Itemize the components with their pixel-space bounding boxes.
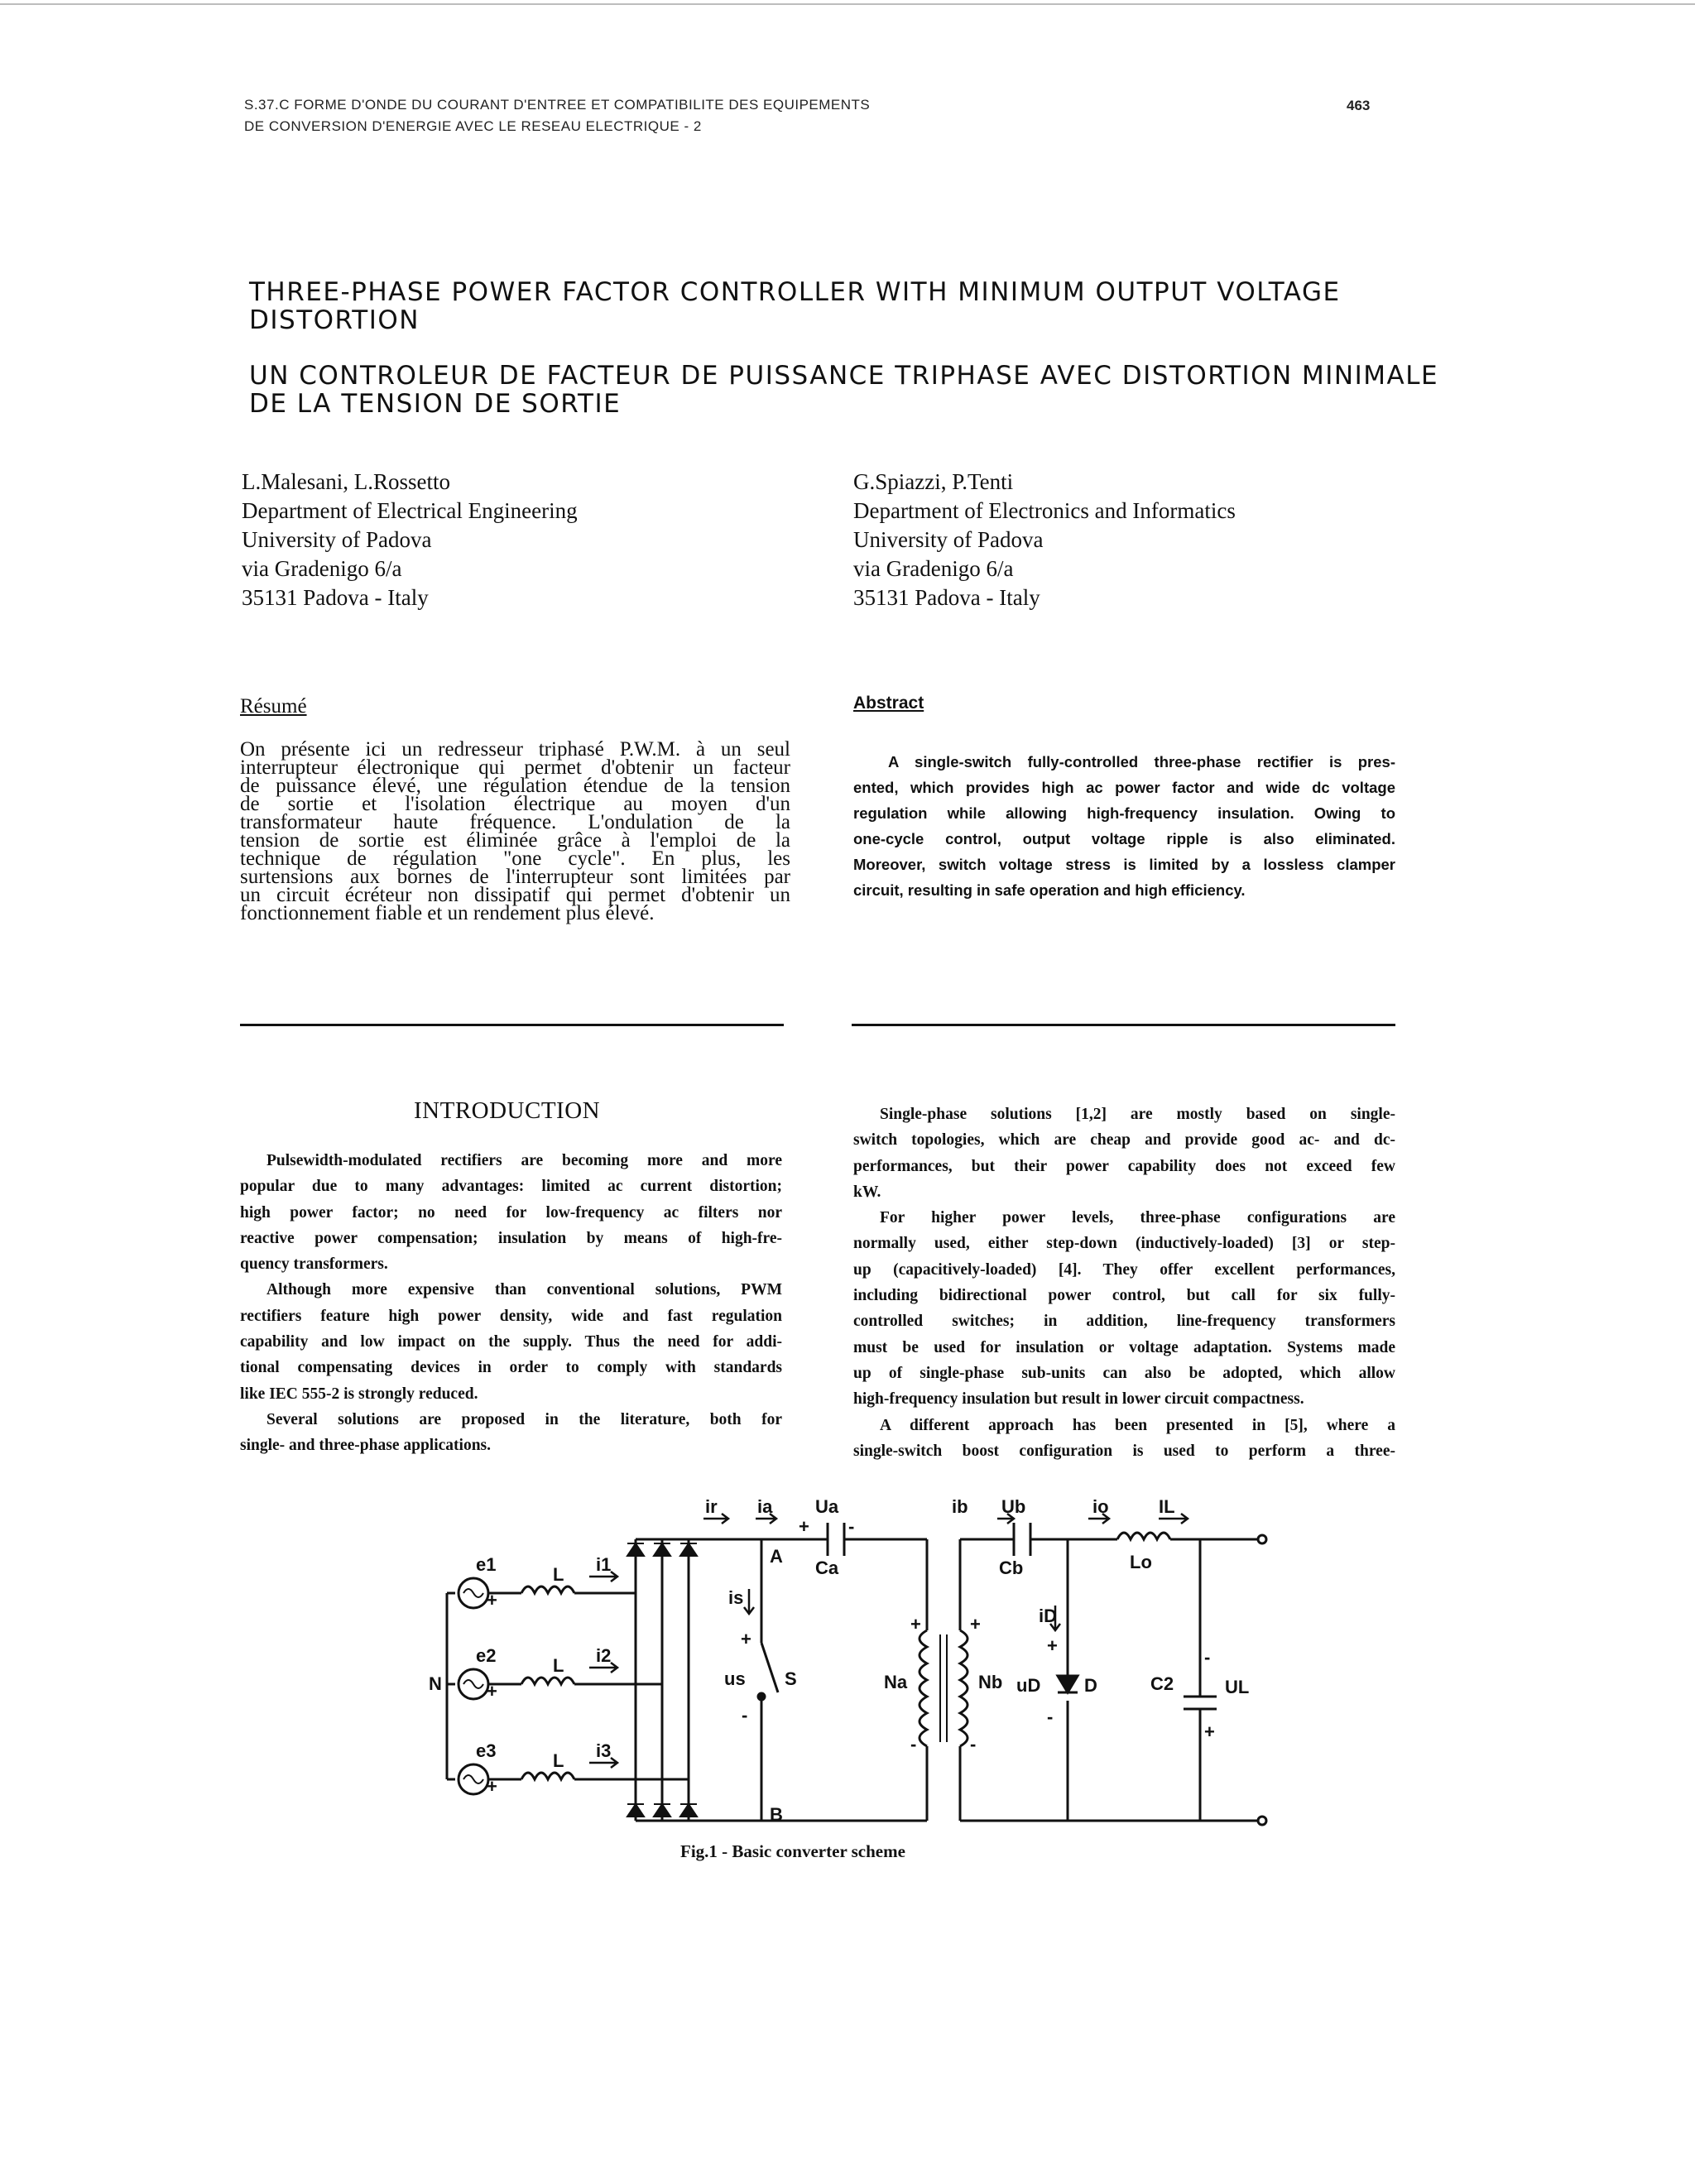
id-label: iD bbox=[1039, 1606, 1057, 1626]
ua-label: Ua bbox=[815, 1496, 839, 1517]
e3-label: e3 bbox=[476, 1740, 497, 1761]
ca-label: Ca bbox=[815, 1558, 839, 1578]
na-label: Na bbox=[884, 1672, 908, 1692]
introduction-heading: INTRODUCTION bbox=[414, 1097, 601, 1124]
author-street: via Gradenigo 6/a bbox=[242, 556, 402, 581]
body-line: like IEC 555-2 is strongly reduced. bbox=[240, 1385, 478, 1403]
resume-line: transformateur haute fréquence. L'ondulation de la bbox=[240, 811, 790, 833]
resume-line: de puissance élevé, une régulation étendue de la tension bbox=[240, 775, 790, 797]
minus-label: - bbox=[742, 1705, 748, 1726]
author-names: G.Spiazzi, P.Tenti bbox=[853, 469, 1014, 494]
ib-label: ib bbox=[952, 1496, 968, 1517]
section-divider-right bbox=[852, 1024, 1395, 1026]
abstract-heading: Abstract bbox=[853, 694, 924, 713]
body-line: normally used, either step-down (inductively-loaded) [3] or step- bbox=[853, 1235, 1395, 1253]
author-names: L.Malesani, L.Rossetto bbox=[242, 469, 450, 494]
resume-line: On présente ici un redresseur triphasé P.W.M. à un seul bbox=[240, 738, 790, 761]
body-line: tional compensating devices in order to comply with standards bbox=[240, 1359, 782, 1377]
abstract-line: A single-switch fully-controlled three-phase rectifier is pres- bbox=[888, 753, 1395, 770]
introduction-right-column bbox=[853, 1102, 1395, 1464]
body-line: up (capacitively-loaded) [4]. They offer excellent performances, bbox=[853, 1260, 1395, 1279]
converter-schematic bbox=[430, 1498, 1266, 1829]
running-head-line-2: DE CONVERSION D'ENERGIE AVEC LE RESEAU ELECTRIQUE - 2 bbox=[244, 118, 702, 134]
inductor-l2-label: L bbox=[553, 1655, 564, 1676]
body-line: performances, but their power capability does not exceed few bbox=[853, 1157, 1395, 1175]
ul-label: UL bbox=[1225, 1677, 1250, 1697]
body-line: Although more expensive than conventional solutions, PWM bbox=[266, 1281, 782, 1299]
author-block-right bbox=[853, 468, 1236, 612]
lo-label: Lo bbox=[1130, 1552, 1152, 1572]
us-label: us bbox=[724, 1668, 746, 1689]
resume-text bbox=[240, 738, 790, 924]
minus-label: - bbox=[848, 1516, 855, 1537]
current-arrows bbox=[589, 1514, 1188, 1768]
author-city: 35131 Padova - Italy bbox=[853, 585, 1040, 610]
body-line: kW. bbox=[853, 1183, 881, 1201]
body-line: high-frequency insulation but result in lower circuit compactness. bbox=[853, 1390, 1304, 1409]
body-line: reactive power compensation; insulation by means of high-fre- bbox=[240, 1229, 782, 1247]
author-street: via Gradenigo 6/a bbox=[853, 556, 1014, 581]
plus-label: + bbox=[910, 1614, 921, 1634]
french-title-line-2: DE LA TENSION DE SORTIE bbox=[249, 389, 622, 419]
abstract-text bbox=[853, 749, 1395, 903]
section-divider-left bbox=[240, 1024, 784, 1026]
body-line: Single-phase solutions [1,2] are mostly based on single- bbox=[880, 1106, 1395, 1123]
node-a-label: A bbox=[770, 1546, 783, 1567]
i3-label: i3 bbox=[596, 1740, 612, 1761]
io-label: io bbox=[1092, 1496, 1109, 1517]
minus-label: - bbox=[970, 1734, 977, 1754]
resume-line: de sortie et l'isolation électrique au moyen d'un bbox=[240, 793, 790, 815]
inductor-l3-label: L bbox=[553, 1750, 564, 1771]
body-line: controlled switches; in addition, line-frequency transformers bbox=[853, 1313, 1395, 1331]
switch-s-label: S bbox=[785, 1668, 797, 1689]
minus-label: - bbox=[1047, 1706, 1054, 1727]
author-city: 35131 Padova - Italy bbox=[242, 585, 429, 610]
body-line: up of single-phase sub-units can also be adopted, which allow bbox=[853, 1364, 1395, 1382]
resume-line: fonctionnement fiable et un rendement plus élevé. bbox=[240, 902, 655, 924]
plus-label: + bbox=[487, 1681, 497, 1702]
body-line: popular due to many advantages: limited ac current distortion; bbox=[240, 1178, 782, 1196]
english-title-line-1: THREE-PHASE POWER FACTOR CONTROLLER WITH MINIMUM OUTPUT VOLTAGE bbox=[249, 277, 1341, 307]
resume-line: tension de sortie est éliminée grâce à l'emploi de la bbox=[240, 829, 790, 852]
abstract-line: regulation while allowing high-frequency insulation. Owing to bbox=[853, 804, 1395, 822]
body-line: single- and three-phase applications. bbox=[240, 1437, 492, 1455]
inductor-l1-label: L bbox=[553, 1564, 564, 1585]
resume-line: technique de régulation "one cycle". En plus, les bbox=[240, 847, 790, 870]
abstract-line: ented, which provides high ac power factor and wide dc voltage bbox=[853, 779, 1395, 796]
plus-label: + bbox=[487, 1776, 497, 1797]
ia-label: ia bbox=[757, 1496, 773, 1517]
body-line: including bidirectional power control, but call for six fully- bbox=[853, 1287, 1395, 1305]
running-head-line-1: S.37.C FORME D'ONDE DU COURANT D'ENTREE ET COMPATIBILITE DES EQUIPEMENTS bbox=[244, 97, 871, 113]
resume-line: interrupteur électronique qui permet d'obtenir un facteur bbox=[240, 756, 790, 779]
body-line: For higher power levels, three-phase configurations are bbox=[880, 1209, 1395, 1227]
node-b-label: B bbox=[770, 1804, 783, 1825]
i2-label: i2 bbox=[596, 1645, 612, 1666]
author-block-left bbox=[242, 468, 578, 612]
french-title bbox=[249, 362, 1438, 418]
body-line: Pulsewidth-modulated rectifiers are becoming more and more bbox=[266, 1152, 782, 1169]
is-label: is bbox=[728, 1587, 744, 1608]
plus-label: + bbox=[1047, 1635, 1058, 1656]
body-line: quency transformers. bbox=[240, 1255, 388, 1274]
diode-d-label: D bbox=[1084, 1675, 1097, 1696]
figure-caption: Fig.1 - Basic converter scheme bbox=[680, 1841, 905, 1861]
top-border-line bbox=[0, 3, 1695, 5]
plus-label: + bbox=[1204, 1721, 1215, 1742]
author-university: University of Padova bbox=[242, 527, 432, 552]
author-department: Department of Electrical Engineering bbox=[242, 498, 578, 523]
e2-label: e2 bbox=[476, 1645, 497, 1666]
converter-schematic-figure bbox=[430, 1498, 1266, 1829]
author-department: Department of Electronics and Informatics bbox=[853, 498, 1236, 523]
e1-label: e1 bbox=[476, 1554, 497, 1575]
page-number: 463 bbox=[1347, 98, 1371, 113]
running-head bbox=[244, 94, 870, 137]
ub-label: Ub bbox=[1001, 1496, 1026, 1517]
french-title-line-1: UN CONTROLEUR DE FACTEUR DE PUISSANCE TRIPHASE AVEC DISTORTION MINIMALE bbox=[249, 361, 1439, 391]
ud-label: uD bbox=[1016, 1675, 1041, 1696]
abstract-line: one-cycle control, output voltage ripple is also eliminated. bbox=[853, 830, 1395, 847]
abstract-line: circuit, resulting in safe operation and high efficiency. bbox=[853, 881, 1246, 899]
resume-line: un circuit écréteur non dissipatif qui permet d'obtenir un bbox=[240, 884, 790, 906]
nb-label: Nb bbox=[978, 1672, 1003, 1692]
introduction-left-column bbox=[240, 1148, 782, 1459]
author-university: University of Padova bbox=[853, 527, 1044, 552]
english-title-line-2: DISTORTION bbox=[249, 305, 420, 335]
body-line: rectifiers feature high power density, wide and fast regulation bbox=[240, 1307, 782, 1325]
body-line: single-switch boost configuration is used to perform a three- bbox=[853, 1442, 1395, 1460]
ir-label: ir bbox=[705, 1496, 718, 1517]
plus-label: + bbox=[970, 1614, 981, 1634]
body-line: switch topologies, which are cheap and provide good ac- and dc- bbox=[853, 1131, 1395, 1150]
il-label: IL bbox=[1159, 1496, 1175, 1517]
plus-label: + bbox=[741, 1629, 751, 1649]
minus-label: - bbox=[910, 1734, 917, 1754]
node-n-label: N bbox=[429, 1673, 442, 1694]
schematic-labels bbox=[429, 1496, 1249, 1825]
minus-label: - bbox=[1204, 1647, 1211, 1668]
abstract-line: Moreover, switch voltage stress is limited by a lossless clamper bbox=[853, 856, 1395, 873]
i1-label: i1 bbox=[596, 1554, 612, 1575]
english-title bbox=[249, 278, 1341, 334]
c2-label: C2 bbox=[1150, 1673, 1174, 1694]
body-line: Several solutions are proposed in the literature, both for bbox=[266, 1410, 782, 1428]
resume-heading: Résumé bbox=[240, 695, 307, 718]
body-line: capability and low impact on the supply. Thus the need for addi- bbox=[240, 1333, 782, 1351]
plus-label: + bbox=[799, 1516, 809, 1537]
body-line: must be used for insulation or voltage adaptation. Systems made bbox=[853, 1338, 1395, 1356]
body-line: A different approach has been presented in [5], where a bbox=[880, 1416, 1395, 1434]
body-line: high power factor; no need for low-frequency ac filters nor bbox=[240, 1203, 782, 1222]
plus-label: + bbox=[487, 1590, 497, 1610]
cb-label: Cb bbox=[999, 1558, 1024, 1578]
resume-line: surtensions aux bornes de l'interrupteur sont limitées par bbox=[240, 866, 790, 888]
